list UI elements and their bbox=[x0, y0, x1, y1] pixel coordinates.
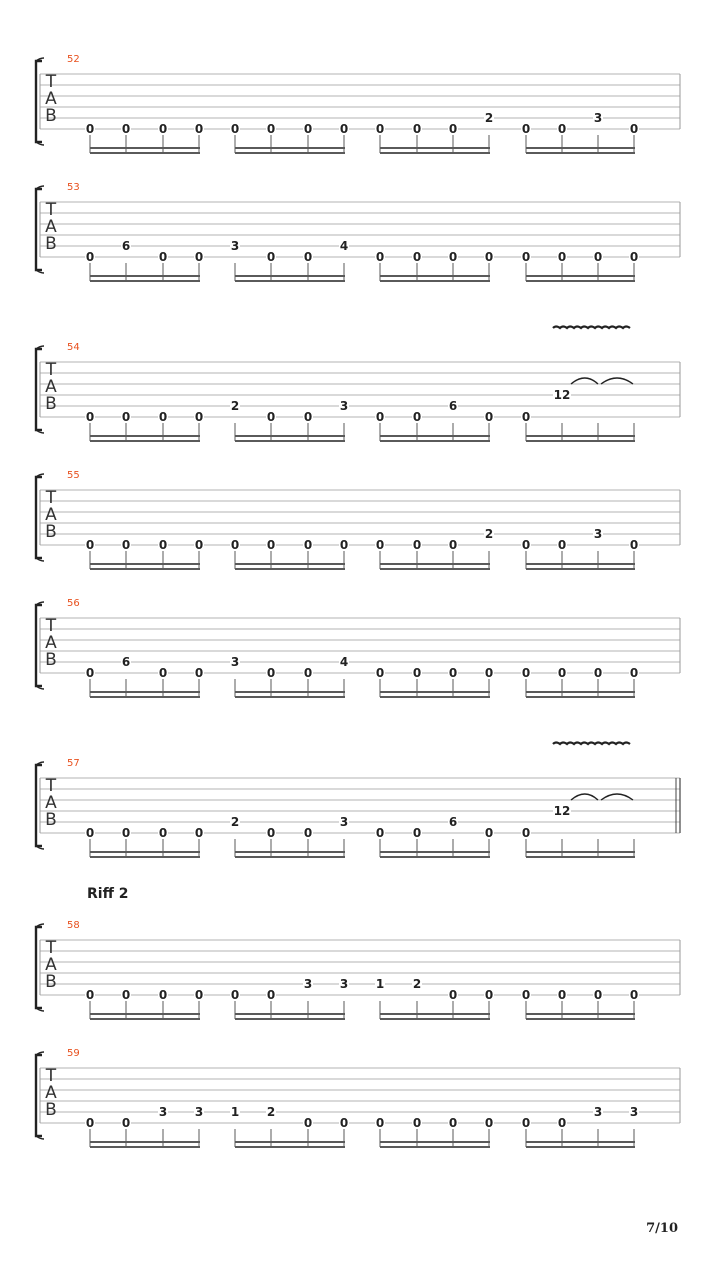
tab-system bbox=[36, 920, 680, 1020]
beam-primary bbox=[235, 691, 345, 693]
fret-number: 0 bbox=[85, 666, 95, 680]
fret-number: 0 bbox=[448, 122, 458, 136]
beam-secondary bbox=[380, 1018, 490, 1020]
system-bracket bbox=[36, 189, 42, 270]
fret-number: 0 bbox=[158, 250, 168, 264]
beam-secondary bbox=[90, 1018, 200, 1020]
fret-number: 0 bbox=[266, 122, 276, 136]
tab-clef-letter: B bbox=[45, 394, 57, 414]
beam-primary bbox=[235, 1141, 345, 1143]
beam-primary bbox=[380, 1013, 490, 1015]
beam-primary bbox=[235, 851, 345, 853]
beam-primary bbox=[380, 563, 490, 565]
fret-number: 0 bbox=[339, 538, 349, 552]
fret-number: 0 bbox=[158, 988, 168, 1002]
beam-secondary bbox=[235, 1018, 345, 1020]
measure-number: 55 bbox=[67, 470, 80, 481]
system-bracket bbox=[36, 927, 42, 1008]
beam-primary bbox=[380, 1141, 490, 1143]
fret-number: 0 bbox=[194, 410, 204, 424]
fret-number: 12 bbox=[553, 804, 571, 818]
fret-number: 0 bbox=[375, 538, 385, 552]
beam-secondary bbox=[526, 856, 635, 858]
fret-number: 0 bbox=[484, 410, 494, 424]
fret-number: 0 bbox=[266, 410, 276, 424]
fret-number: 0 bbox=[121, 988, 131, 1002]
beam-primary bbox=[235, 563, 345, 565]
fret-number: 0 bbox=[121, 538, 131, 552]
beam-secondary bbox=[235, 568, 345, 570]
fret-number: 0 bbox=[266, 988, 276, 1002]
fret-number: 0 bbox=[629, 250, 639, 264]
beam-primary bbox=[380, 851, 490, 853]
beam-primary bbox=[235, 435, 345, 437]
tie-slur bbox=[601, 378, 633, 384]
fret-number: 0 bbox=[484, 250, 494, 264]
beam-secondary bbox=[235, 856, 345, 858]
fret-number: 0 bbox=[557, 666, 567, 680]
beam-primary bbox=[235, 147, 345, 149]
beam-secondary bbox=[380, 280, 490, 282]
measure-number: 52 bbox=[67, 54, 80, 65]
beam-secondary bbox=[526, 568, 635, 570]
fret-number: 0 bbox=[121, 826, 131, 840]
tab-clef-letter: A bbox=[45, 377, 57, 397]
tab-clef-letter: T bbox=[45, 776, 57, 796]
beam-primary bbox=[526, 435, 635, 437]
fret-number: 1 bbox=[375, 977, 385, 991]
fret-number: 2 bbox=[412, 977, 422, 991]
fret-number: 0 bbox=[521, 826, 531, 840]
beam-primary bbox=[380, 691, 490, 693]
fret-number: 0 bbox=[85, 826, 95, 840]
fret-number: 0 bbox=[303, 1116, 313, 1130]
system-bracket bbox=[36, 477, 42, 558]
fret-number: 0 bbox=[375, 1116, 385, 1130]
fret-number: 2 bbox=[484, 111, 494, 125]
fret-number: 0 bbox=[593, 988, 603, 1002]
fret-number: 0 bbox=[412, 826, 422, 840]
beam-primary bbox=[90, 435, 200, 437]
fret-number: 3 bbox=[593, 1105, 603, 1119]
fret-number: 0 bbox=[629, 122, 639, 136]
beam-primary bbox=[526, 691, 635, 693]
fret-number: 0 bbox=[412, 410, 422, 424]
beam-primary bbox=[90, 275, 200, 277]
fret-number: 0 bbox=[85, 538, 95, 552]
fret-number: 0 bbox=[629, 666, 639, 680]
tab-clef-letter: T bbox=[45, 360, 57, 380]
fret-number: 0 bbox=[557, 988, 567, 1002]
fret-number: 0 bbox=[448, 666, 458, 680]
fret-number: 0 bbox=[557, 250, 567, 264]
beam-primary bbox=[526, 275, 635, 277]
beam-primary bbox=[90, 147, 200, 149]
fret-number: 3 bbox=[593, 527, 603, 541]
measure-number: 59 bbox=[67, 1048, 80, 1059]
tab-clef-letter: B bbox=[45, 106, 57, 126]
fret-number: 0 bbox=[375, 410, 385, 424]
fret-number: 3 bbox=[230, 655, 240, 669]
beam-secondary bbox=[526, 440, 635, 442]
fret-number: 0 bbox=[266, 826, 276, 840]
tie-slur bbox=[601, 794, 633, 800]
fret-number: 3 bbox=[194, 1105, 204, 1119]
fret-number: 2 bbox=[230, 399, 240, 413]
beam-primary bbox=[526, 851, 635, 853]
tab-clef-letter: B bbox=[45, 1100, 57, 1120]
fret-number: 0 bbox=[484, 666, 494, 680]
system-bracket bbox=[36, 605, 42, 686]
beam-secondary bbox=[235, 440, 345, 442]
fret-number: 0 bbox=[484, 826, 494, 840]
fret-number: 0 bbox=[303, 666, 313, 680]
fret-number: 0 bbox=[194, 826, 204, 840]
beam-primary bbox=[90, 691, 200, 693]
fret-number: 3 bbox=[593, 111, 603, 125]
fret-number: 4 bbox=[339, 655, 349, 669]
vibrato-mark bbox=[553, 327, 630, 329]
tab-clef-letter: T bbox=[45, 200, 57, 220]
beam-secondary bbox=[90, 152, 200, 154]
beam-primary bbox=[90, 851, 200, 853]
beam-secondary bbox=[380, 1146, 490, 1148]
fret-number: 0 bbox=[194, 988, 204, 1002]
vibrato-mark bbox=[553, 743, 630, 745]
fret-number: 3 bbox=[339, 815, 349, 829]
fret-number: 0 bbox=[521, 122, 531, 136]
fret-number: 0 bbox=[593, 666, 603, 680]
fret-number: 0 bbox=[121, 122, 131, 136]
fret-number: 0 bbox=[521, 538, 531, 552]
system-bracket bbox=[36, 61, 42, 142]
beam-primary bbox=[380, 435, 490, 437]
fret-number: 3 bbox=[339, 399, 349, 413]
fret-number: 0 bbox=[557, 1116, 567, 1130]
fret-number: 0 bbox=[375, 666, 385, 680]
tab-clef-letter: B bbox=[45, 972, 57, 992]
fret-number: 0 bbox=[521, 988, 531, 1002]
beam-secondary bbox=[235, 1146, 345, 1148]
tab-system bbox=[36, 470, 680, 570]
page-number: 7/10 bbox=[646, 1221, 678, 1236]
fret-number: 2 bbox=[266, 1105, 276, 1119]
fret-number: 0 bbox=[158, 826, 168, 840]
fret-number: 0 bbox=[412, 250, 422, 264]
tab-system bbox=[36, 327, 680, 443]
fret-number: 12 bbox=[553, 388, 571, 402]
beam-secondary bbox=[90, 568, 200, 570]
beam-secondary bbox=[526, 152, 635, 154]
tab-system bbox=[36, 598, 680, 698]
beam-secondary bbox=[380, 440, 490, 442]
beam-secondary bbox=[90, 696, 200, 698]
tab-clef-letter: T bbox=[45, 1066, 57, 1086]
beam-secondary bbox=[235, 696, 345, 698]
fret-number: 0 bbox=[448, 250, 458, 264]
fret-number: 0 bbox=[85, 1116, 95, 1130]
system-bracket bbox=[36, 1055, 42, 1136]
beam-primary bbox=[235, 275, 345, 277]
fret-number: 0 bbox=[303, 410, 313, 424]
beam-primary bbox=[526, 1013, 635, 1015]
beam-primary bbox=[380, 275, 490, 277]
fret-number: 6 bbox=[121, 655, 131, 669]
fret-number: 0 bbox=[230, 988, 240, 1002]
fret-number: 0 bbox=[158, 410, 168, 424]
tab-clef-letter: A bbox=[45, 89, 57, 109]
fret-number: 0 bbox=[121, 1116, 131, 1130]
fret-number: 0 bbox=[629, 538, 639, 552]
fret-number: 0 bbox=[375, 122, 385, 136]
system-bracket bbox=[36, 349, 42, 430]
fret-number: 0 bbox=[375, 826, 385, 840]
fret-number: 0 bbox=[85, 250, 95, 264]
fret-number: 6 bbox=[121, 239, 131, 253]
fret-number: 0 bbox=[303, 122, 313, 136]
beam-secondary bbox=[380, 152, 490, 154]
measure-number: 58 bbox=[67, 920, 80, 931]
tab-clef-letter: A bbox=[45, 1083, 57, 1103]
measure-number: 57 bbox=[67, 758, 80, 769]
fret-number: 0 bbox=[194, 250, 204, 264]
fret-number: 0 bbox=[266, 538, 276, 552]
fret-number: 0 bbox=[194, 122, 204, 136]
tab-clef-letter: T bbox=[45, 616, 57, 636]
tab-clef-letter: T bbox=[45, 72, 57, 92]
fret-number: 0 bbox=[339, 1116, 349, 1130]
tie-slur bbox=[571, 378, 598, 384]
fret-number: 0 bbox=[194, 666, 204, 680]
tab-clef-letter: A bbox=[45, 633, 57, 653]
tab-system bbox=[36, 1048, 680, 1148]
measure-number: 54 bbox=[67, 342, 80, 353]
tab-system bbox=[36, 54, 680, 154]
fret-number: 0 bbox=[521, 1116, 531, 1130]
fret-number: 2 bbox=[230, 815, 240, 829]
beam-primary bbox=[380, 147, 490, 149]
beam-secondary bbox=[526, 1146, 635, 1148]
fret-number: 3 bbox=[230, 239, 240, 253]
fret-number: 3 bbox=[303, 977, 313, 991]
fret-number: 0 bbox=[448, 988, 458, 1002]
fret-number: 1 bbox=[230, 1105, 240, 1119]
beam-secondary bbox=[380, 856, 490, 858]
fret-number: 0 bbox=[593, 250, 603, 264]
fret-number: 3 bbox=[339, 977, 349, 991]
beam-secondary bbox=[526, 1018, 635, 1020]
beam-primary bbox=[90, 1013, 200, 1015]
beam-secondary bbox=[235, 152, 345, 154]
beam-primary bbox=[526, 1141, 635, 1143]
fret-number: 0 bbox=[412, 538, 422, 552]
fret-number: 0 bbox=[521, 666, 531, 680]
beam-secondary bbox=[526, 280, 635, 282]
fret-number: 0 bbox=[85, 410, 95, 424]
fret-number: 0 bbox=[303, 250, 313, 264]
fret-number: 0 bbox=[448, 538, 458, 552]
fret-number: 0 bbox=[158, 538, 168, 552]
beam-secondary bbox=[90, 856, 200, 858]
fret-number: 0 bbox=[339, 122, 349, 136]
system-bracket bbox=[36, 765, 42, 846]
beam-secondary bbox=[526, 696, 635, 698]
tab-clef-letter: T bbox=[45, 488, 57, 508]
fret-number: 0 bbox=[557, 538, 567, 552]
fret-number: 0 bbox=[85, 122, 95, 136]
tab-system bbox=[36, 743, 680, 859]
beam-primary bbox=[235, 1013, 345, 1015]
fret-number: 0 bbox=[521, 410, 531, 424]
fret-number: 6 bbox=[448, 399, 458, 413]
tab-clef-letter: B bbox=[45, 522, 57, 542]
tie-slur bbox=[571, 794, 598, 800]
fret-number: 2 bbox=[484, 527, 494, 541]
fret-number: 0 bbox=[448, 1116, 458, 1130]
measure-number: 56 bbox=[67, 598, 80, 609]
tab-clef-letter: A bbox=[45, 505, 57, 525]
fret-number: 0 bbox=[412, 122, 422, 136]
measure-number: 53 bbox=[67, 182, 80, 193]
fret-number: 0 bbox=[158, 122, 168, 136]
fret-number: 0 bbox=[230, 122, 240, 136]
fret-number: 0 bbox=[484, 1116, 494, 1130]
fret-number: 0 bbox=[121, 410, 131, 424]
beam-secondary bbox=[380, 696, 490, 698]
fret-number: 3 bbox=[158, 1105, 168, 1119]
tab-clef-letter: A bbox=[45, 217, 57, 237]
beam-secondary bbox=[235, 280, 345, 282]
fret-number: 0 bbox=[484, 988, 494, 1002]
section-label-riff-2: Riff 2 bbox=[87, 886, 129, 902]
fret-number: 0 bbox=[266, 666, 276, 680]
fret-number: 0 bbox=[521, 250, 531, 264]
fret-number: 0 bbox=[266, 250, 276, 264]
fret-number: 0 bbox=[303, 538, 313, 552]
beam-primary bbox=[90, 1141, 200, 1143]
tab-clef-letter: A bbox=[45, 955, 57, 975]
beam-primary bbox=[90, 563, 200, 565]
beam-secondary bbox=[90, 440, 200, 442]
beam-secondary bbox=[380, 568, 490, 570]
fret-number: 4 bbox=[339, 239, 349, 253]
beam-primary bbox=[526, 563, 635, 565]
tab-clef-letter: A bbox=[45, 793, 57, 813]
fret-number: 0 bbox=[375, 250, 385, 264]
beam-secondary bbox=[90, 280, 200, 282]
fret-number: 3 bbox=[629, 1105, 639, 1119]
fret-number: 0 bbox=[158, 666, 168, 680]
tab-clef-letter: T bbox=[45, 938, 57, 958]
fret-number: 6 bbox=[448, 815, 458, 829]
beam-primary bbox=[526, 147, 635, 149]
fret-number: 0 bbox=[85, 988, 95, 1002]
fret-number: 0 bbox=[303, 826, 313, 840]
tab-clef-letter: B bbox=[45, 810, 57, 830]
tab-clef-letter: B bbox=[45, 234, 57, 254]
tab-system bbox=[36, 182, 680, 282]
beam-secondary bbox=[90, 1146, 200, 1148]
fret-number: 0 bbox=[412, 1116, 422, 1130]
tab-clef-letter: B bbox=[45, 650, 57, 670]
fret-number: 0 bbox=[629, 988, 639, 1002]
fret-number: 0 bbox=[194, 538, 204, 552]
fret-number: 0 bbox=[557, 122, 567, 136]
fret-number: 0 bbox=[230, 538, 240, 552]
fret-number: 0 bbox=[412, 666, 422, 680]
